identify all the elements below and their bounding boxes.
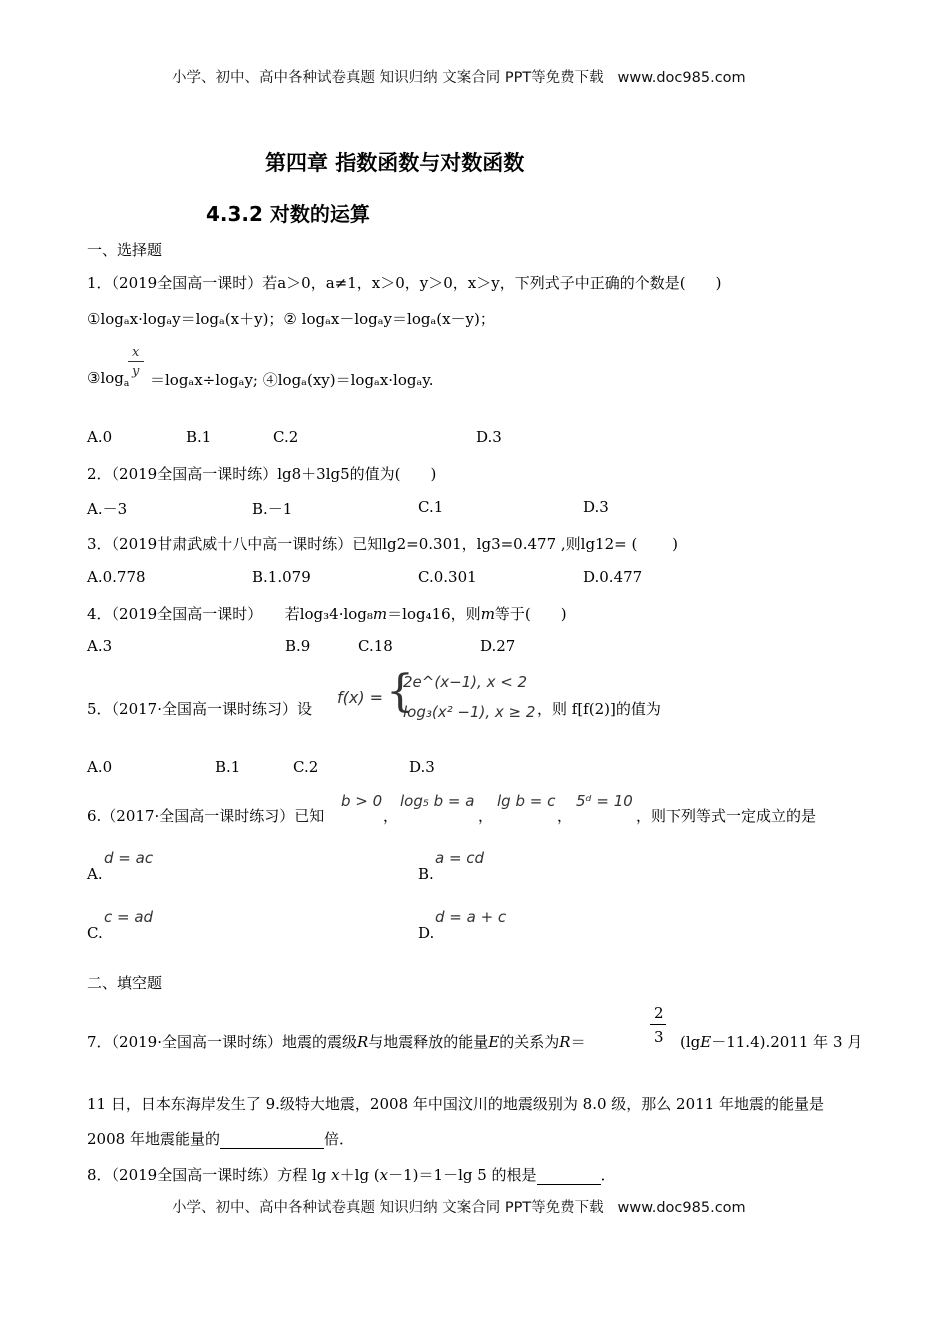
q3-stem: 3．（2019甘肃武威十八中高一课时练）已知lg2=0.301，lg3=0.477 ,则lg12= ( ) xyxy=(87,535,678,553)
q7-answer-blank[interactable] xyxy=(220,1130,324,1149)
q6-option-a[interactable] xyxy=(87,865,103,883)
q8-answer-blank[interactable] xyxy=(537,1166,601,1185)
q6-comma-2: ， xyxy=(478,807,494,825)
section-choice-heading: 一、选择题 xyxy=(87,241,163,259)
q7-frac-den: 3 xyxy=(654,1028,664,1046)
q7-line1-d: (lg xyxy=(680,1033,701,1051)
q6-stem-b: ，则下列等式一定成立的是 xyxy=(636,807,817,825)
q4-var-m: m xyxy=(372,605,388,623)
q6-option-c-label: C. xyxy=(87,924,103,942)
q1-option-c[interactable]: C.2 xyxy=(273,428,299,446)
q4-stem-b: ＝log₄16，则 xyxy=(387,605,481,623)
chapter-title: 第四章 指数函数与对数函数 xyxy=(265,151,525,175)
q1-line3 xyxy=(87,369,129,389)
q4-option-a[interactable]: A.3 xyxy=(87,637,113,655)
q2-option-c[interactable]: C.1 xyxy=(418,498,444,516)
q6-option-b-math: a = cd xyxy=(435,849,485,867)
q8-stem-c: －1)＝1－lg 5 的根是 xyxy=(388,1166,537,1184)
q5-case1: 2e^(x−1), x < 2 xyxy=(403,673,528,691)
q7-line2: 11 日，日本东海岸发生了 9.级特大地震，2008 年中国汶川的地震级别为 8.0 级，那么 2011 年地震的能量是 xyxy=(87,1095,824,1113)
q3-option-a[interactable]: A.0.778 xyxy=(87,568,146,586)
q8-stem-d: ． xyxy=(600,1166,616,1184)
q6-option-c[interactable] xyxy=(87,924,103,942)
q6-math-4: 5ᵈ = 10 xyxy=(576,792,633,810)
q7-line1-c: 的关系为 xyxy=(499,1033,560,1051)
q7-line1-a: 7．（2019·全国高一课时练）地震的震级 xyxy=(87,1033,357,1051)
q6-option-d-math: d = a + c xyxy=(435,908,507,926)
q5-stem-b: ，则 f[f(2)]的值为 xyxy=(537,700,661,718)
q1-line3-sub: a xyxy=(123,379,130,389)
q7-line1-tail xyxy=(680,1031,862,1052)
q6-option-a-label: A. xyxy=(87,865,103,883)
q1-line3-rest: ＝logₐx÷logₐy; ④logₐ(xy)＝logₐx·logₐy. xyxy=(150,371,434,389)
q5-option-c[interactable]: C.2 xyxy=(293,758,319,776)
q1-line2: ①logₐx·logₐy＝logₐ(x＋y)；② logₐx－logₐy＝logₐ(x－y)； xyxy=(87,310,495,328)
q1-option-d[interactable]: D.3 xyxy=(476,428,502,446)
q8-stem-a: 8．（2019全国高一课时练）方程 lg xyxy=(87,1166,327,1184)
q1-frac-num: x xyxy=(132,345,140,360)
q7-frac-bar xyxy=(650,1024,666,1025)
q5-stem-a: 5．（2017·全国高一课时练习）设 xyxy=(87,700,312,718)
q7-line3-a: 2008 年地震能量的 xyxy=(87,1130,220,1148)
q7-var-e2: E xyxy=(700,1033,712,1051)
q5-fx: f(x) = xyxy=(337,688,384,707)
q5-brace: { xyxy=(386,666,414,717)
page-footer xyxy=(172,1196,746,1217)
q7-line1 xyxy=(87,1031,586,1052)
q7-eq: ＝ xyxy=(570,1033,586,1051)
q4-stem-a: 4．（2019全国高一课时） 若log₃4·log₈ xyxy=(87,605,373,623)
q2-stem: 2．（2019全国高一课时练）lg8＋3lg5的值为( ) xyxy=(87,465,437,483)
footer-text: 小学、初中、高中各种试卷真题 知识归纳 文案合同 PPT等免费下载 xyxy=(172,1200,604,1216)
q7-var-e: E xyxy=(488,1033,500,1051)
q6-comma-3: ， xyxy=(557,807,573,825)
section-fill-heading: 二、填空题 xyxy=(87,974,163,992)
q6-option-d-label: D. xyxy=(418,924,435,942)
q4-var-m2: m xyxy=(480,605,495,623)
q3-option-c[interactable]: C.0.301 xyxy=(418,568,477,586)
q6-math-3: lg b = c xyxy=(497,792,556,810)
header-site: www.doc985.com xyxy=(617,70,746,86)
q6-option-a-math: d = ac xyxy=(104,849,154,867)
section-title: 4.3.2 对数的运算 xyxy=(206,202,370,226)
q8-var-x1: x xyxy=(331,1166,340,1184)
q1-frac-den: y xyxy=(132,364,140,379)
q4-stem-c: 等于( ) xyxy=(494,605,567,623)
q6-math-1: b > 0 xyxy=(341,792,383,810)
q8-var-x2: x xyxy=(379,1166,389,1184)
q1-line3-prefix: ③log xyxy=(87,369,124,387)
q5-case2: log₃(x² −1), x ≥ 2 xyxy=(403,703,536,721)
q1-option-b[interactable]: B.1 xyxy=(186,428,212,446)
q1-frac-bar xyxy=(128,361,144,362)
q2-option-b[interactable]: B.－1 xyxy=(252,500,293,518)
q4-option-d[interactable]: D.27 xyxy=(480,637,516,655)
q7-line3-b: 倍． xyxy=(323,1130,354,1148)
q7-line1-e: －11.4).2011 年 3 月 xyxy=(711,1033,863,1051)
q8-stem xyxy=(87,1164,616,1185)
q4-option-b[interactable]: B.9 xyxy=(285,637,311,655)
q3-option-b[interactable]: B.1.079 xyxy=(252,568,311,586)
q4-stem xyxy=(87,603,567,624)
q1-stem: 1．（2019全国高一课时）若a＞0，a≠1，x＞0，y＞0，x＞y，下列式子中正确的个数是( ) xyxy=(87,274,722,292)
q6-option-c-math: c = ad xyxy=(104,908,154,926)
q7-frac-num: 2 xyxy=(654,1004,664,1022)
q5-option-a[interactable]: A.0 xyxy=(87,758,113,776)
q5-option-d[interactable]: D.3 xyxy=(409,758,435,776)
q1-option-a[interactable]: A.0 xyxy=(87,428,113,446)
q7-var-r2: R xyxy=(559,1033,571,1051)
q4-option-c[interactable]: C.18 xyxy=(358,637,393,655)
page-header xyxy=(172,66,746,87)
q6-stem-a: 6.（2017·全国高一课时练习）已知 xyxy=(87,807,325,825)
q6-math-2: log₅ b = a xyxy=(400,792,475,810)
q6-option-b[interactable] xyxy=(418,865,434,883)
q5-option-b[interactable]: B.1 xyxy=(215,758,241,776)
q3-option-d[interactable]: D.0.477 xyxy=(583,568,643,586)
header-text: 小学、初中、高中各种试卷真题 知识归纳 文案合同 PPT等免费下载 xyxy=(172,70,604,86)
q6-comma-1: ， xyxy=(383,807,399,825)
q6-option-b-label: B. xyxy=(418,865,434,883)
q7-var-r: R xyxy=(357,1033,369,1051)
q2-option-d[interactable]: D.3 xyxy=(583,498,609,516)
footer-site: www.doc985.com xyxy=(617,1200,746,1216)
q8-stem-b: ＋lg ( xyxy=(339,1166,380,1184)
q2-option-a[interactable]: A.－3 xyxy=(87,500,128,518)
q7-line1-b: 与地震释放的能量 xyxy=(368,1033,489,1051)
q6-option-d[interactable] xyxy=(418,924,434,942)
q7-line3 xyxy=(87,1128,354,1149)
